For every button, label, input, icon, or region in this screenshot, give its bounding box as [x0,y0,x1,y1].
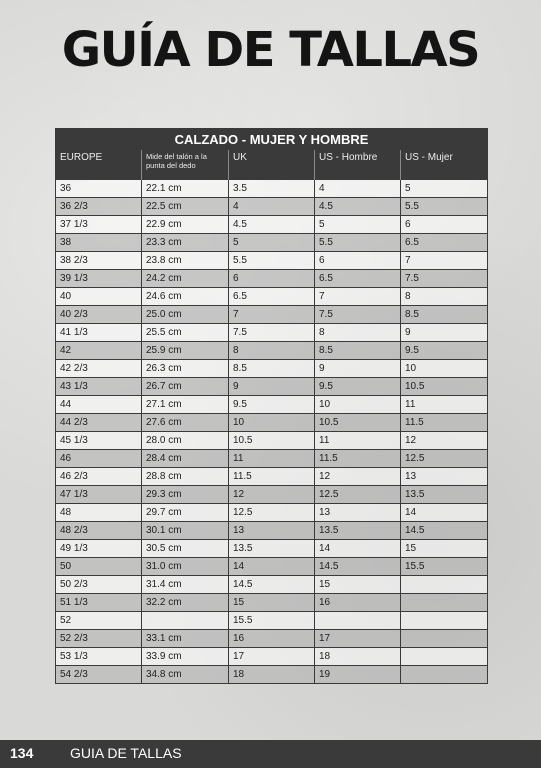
table-row [56,486,488,504]
cell-uk: 4.5 [229,216,315,234]
cell-us-men [315,612,401,630]
cell-us-women: 12 [401,432,488,450]
cell-europe: 53 1/3 [56,648,142,666]
cell-us-men: 15 [315,576,401,594]
cell-us-men: 7.5 [315,306,401,324]
cell-us-women: 9.5 [401,342,488,360]
cell-europe: 37 1/3 [56,216,142,234]
cell-us-women [401,630,488,648]
cell-us-men: 16 [315,594,401,612]
cell-europe: 44 [56,396,142,414]
cell-us-women: 15.5 [401,558,488,576]
cell-us-men: 11.5 [315,450,401,468]
cell-europe: 36 [56,180,142,198]
cell-us-women: 7.5 [401,270,488,288]
table-row [56,630,488,648]
cell-uk: 12.5 [229,504,315,522]
cell-europe: 42 2/3 [56,360,142,378]
table-row [56,396,488,414]
cell-uk: 7 [229,306,315,324]
cell-us-women [401,594,488,612]
cell-foot-length: 33.1 cm [142,630,229,648]
cell-europe: 46 2/3 [56,468,142,486]
cell-europe: 44 2/3 [56,414,142,432]
cell-uk: 17 [229,648,315,666]
cell-us-women [401,648,488,666]
cell-uk: 9.5 [229,396,315,414]
cell-foot-length: 33.9 cm [142,648,229,666]
cell-us-women [401,576,488,594]
footer-bar [0,740,541,768]
table-row [56,414,488,432]
cell-us-women [401,612,488,630]
cell-foot-length: 23.8 cm [142,252,229,270]
cell-uk: 11.5 [229,468,315,486]
cell-us-women: 8 [401,288,488,306]
cell-uk: 10 [229,414,315,432]
cell-uk: 4 [229,198,315,216]
cell-us-women: 10 [401,360,488,378]
cell-foot-length: 32.2 cm [142,594,229,612]
table-row [56,342,488,360]
cell-foot-length: 24.6 cm [142,288,229,306]
cell-foot-length: 30.1 cm [142,522,229,540]
cell-us-women: 14.5 [401,522,488,540]
cell-us-men: 14 [315,540,401,558]
cell-us-men: 5.5 [315,234,401,252]
cell-us-men: 6.5 [315,270,401,288]
cell-uk: 7.5 [229,324,315,342]
cell-us-women: 11.5 [401,414,488,432]
cell-europe: 45 1/3 [56,432,142,450]
cell-uk: 3.5 [229,180,315,198]
size-chart-table [55,128,488,684]
cell-us-men: 4 [315,180,401,198]
cell-europe: 54 2/3 [56,666,142,684]
cell-us-women: 8.5 [401,306,488,324]
cell-us-women: 11 [401,396,488,414]
cell-us-men: 13.5 [315,522,401,540]
cell-us-men: 9 [315,360,401,378]
table-header-row [56,150,488,180]
cell-uk: 12 [229,486,315,504]
table-row [56,252,488,270]
cell-us-women: 7 [401,252,488,270]
table-row [56,450,488,468]
cell-uk: 10.5 [229,432,315,450]
cell-uk: 14 [229,558,315,576]
table-row [56,468,488,486]
cell-europe: 48 2/3 [56,522,142,540]
cell-us-men: 8.5 [315,342,401,360]
cell-us-men: 6 [315,252,401,270]
cell-us-women: 13 [401,468,488,486]
cell-us-women [401,666,488,684]
cell-europe: 50 2/3 [56,576,142,594]
cell-europe: 41 1/3 [56,324,142,342]
cell-europe: 46 [56,450,142,468]
cell-europe: 49 1/3 [56,540,142,558]
cell-uk: 9 [229,378,315,396]
cell-us-women: 5 [401,180,488,198]
cell-europe: 51 1/3 [56,594,142,612]
footer-title: GUIA DE TALLAS [70,745,182,761]
cell-us-women: 14 [401,504,488,522]
table-row [56,648,488,666]
cell-uk: 6 [229,270,315,288]
cell-us-men: 12.5 [315,486,401,504]
cell-uk: 13.5 [229,540,315,558]
table-row [56,378,488,396]
table-row [56,270,488,288]
table-row [56,576,488,594]
table-row [56,216,488,234]
cell-uk: 11 [229,450,315,468]
table-row [56,504,488,522]
cell-us-men: 8 [315,324,401,342]
cell-us-women: 13.5 [401,486,488,504]
cell-us-men: 10 [315,396,401,414]
cell-us-men: 17 [315,630,401,648]
cell-uk: 8 [229,342,315,360]
cell-europe: 38 [56,234,142,252]
header-us-women: US - Mujer [401,150,488,180]
cell-foot-length: 34.8 cm [142,666,229,684]
cell-uk: 8.5 [229,360,315,378]
cell-us-women: 6 [401,216,488,234]
cell-foot-length: 26.7 cm [142,378,229,396]
cell-foot-length: 28.0 cm [142,432,229,450]
cell-us-women: 15 [401,540,488,558]
table-row [56,324,488,342]
cell-foot-length: 28.4 cm [142,450,229,468]
table-row [56,288,488,306]
table-caption: CALZADO - MUJER Y HOMBRE [56,129,488,150]
table-row [56,540,488,558]
cell-europe: 52 [56,612,142,630]
cell-europe: 52 2/3 [56,630,142,648]
cell-uk: 15 [229,594,315,612]
header-us-men: US - Hombre [315,150,401,180]
cell-uk: 5 [229,234,315,252]
cell-us-women: 9 [401,324,488,342]
header-europe: EUROPE [56,150,142,180]
cell-us-men: 13 [315,504,401,522]
cell-foot-length: 27.1 cm [142,396,229,414]
cell-europe: 50 [56,558,142,576]
cell-us-men: 12 [315,468,401,486]
cell-foot-length: 22.1 cm [142,180,229,198]
cell-foot-length: 25.5 cm [142,324,229,342]
cell-foot-length: 29.7 cm [142,504,229,522]
cell-foot-length: 26.3 cm [142,360,229,378]
cell-us-men: 9.5 [315,378,401,396]
table-row [56,432,488,450]
cell-foot-length: 23.3 cm [142,234,229,252]
cell-foot-length: 22.5 cm [142,198,229,216]
table-row [56,306,488,324]
cell-foot-length [142,612,229,630]
cell-us-women: 12.5 [401,450,488,468]
table-row [56,180,488,198]
cell-us-men: 10.5 [315,414,401,432]
table-row [56,666,488,684]
cell-uk: 18 [229,666,315,684]
cell-us-men: 4.5 [315,198,401,216]
table-row [56,522,488,540]
cell-foot-length: 24.2 cm [142,270,229,288]
cell-europe: 39 1/3 [56,270,142,288]
cell-uk: 6.5 [229,288,315,306]
page-number: 134 [10,745,34,761]
cell-uk: 14.5 [229,576,315,594]
cell-foot-length: 27.6 cm [142,414,229,432]
cell-us-women: 6.5 [401,234,488,252]
cell-foot-length: 25.9 cm [142,342,229,360]
cell-us-men: 7 [315,288,401,306]
cell-us-women: 5.5 [401,198,488,216]
cell-europe: 36 2/3 [56,198,142,216]
table-row [56,558,488,576]
cell-us-women: 10.5 [401,378,488,396]
cell-europe: 40 [56,288,142,306]
table-row [56,594,488,612]
cell-uk: 5.5 [229,252,315,270]
page-title: GUÍA DE TALLAS [61,22,480,78]
cell-foot-length: 31.4 cm [142,576,229,594]
table-row [56,612,488,630]
cell-uk: 13 [229,522,315,540]
cell-foot-length: 30.5 cm [142,540,229,558]
cell-europe: 38 2/3 [56,252,142,270]
cell-us-men: 19 [315,666,401,684]
cell-us-men: 11 [315,432,401,450]
cell-europe: 43 1/3 [56,378,142,396]
table-row [56,198,488,216]
cell-us-men: 14.5 [315,558,401,576]
cell-foot-length: 22.9 cm [142,216,229,234]
cell-foot-length: 29.3 cm [142,486,229,504]
cell-uk: 15.5 [229,612,315,630]
table-body [56,180,488,684]
header-foot-length: Mide del talón a la punta del dedo [142,150,229,180]
table-row [56,234,488,252]
cell-foot-length: 31.0 cm [142,558,229,576]
header-uk: UK [229,150,315,180]
cell-europe: 48 [56,504,142,522]
cell-us-men: 18 [315,648,401,666]
cell-europe: 40 2/3 [56,306,142,324]
cell-foot-length: 25.0 cm [142,306,229,324]
cell-uk: 16 [229,630,315,648]
cell-europe: 47 1/3 [56,486,142,504]
cell-foot-length: 28.8 cm [142,468,229,486]
table-row [56,360,488,378]
cell-europe: 42 [56,342,142,360]
cell-us-men: 5 [315,216,401,234]
